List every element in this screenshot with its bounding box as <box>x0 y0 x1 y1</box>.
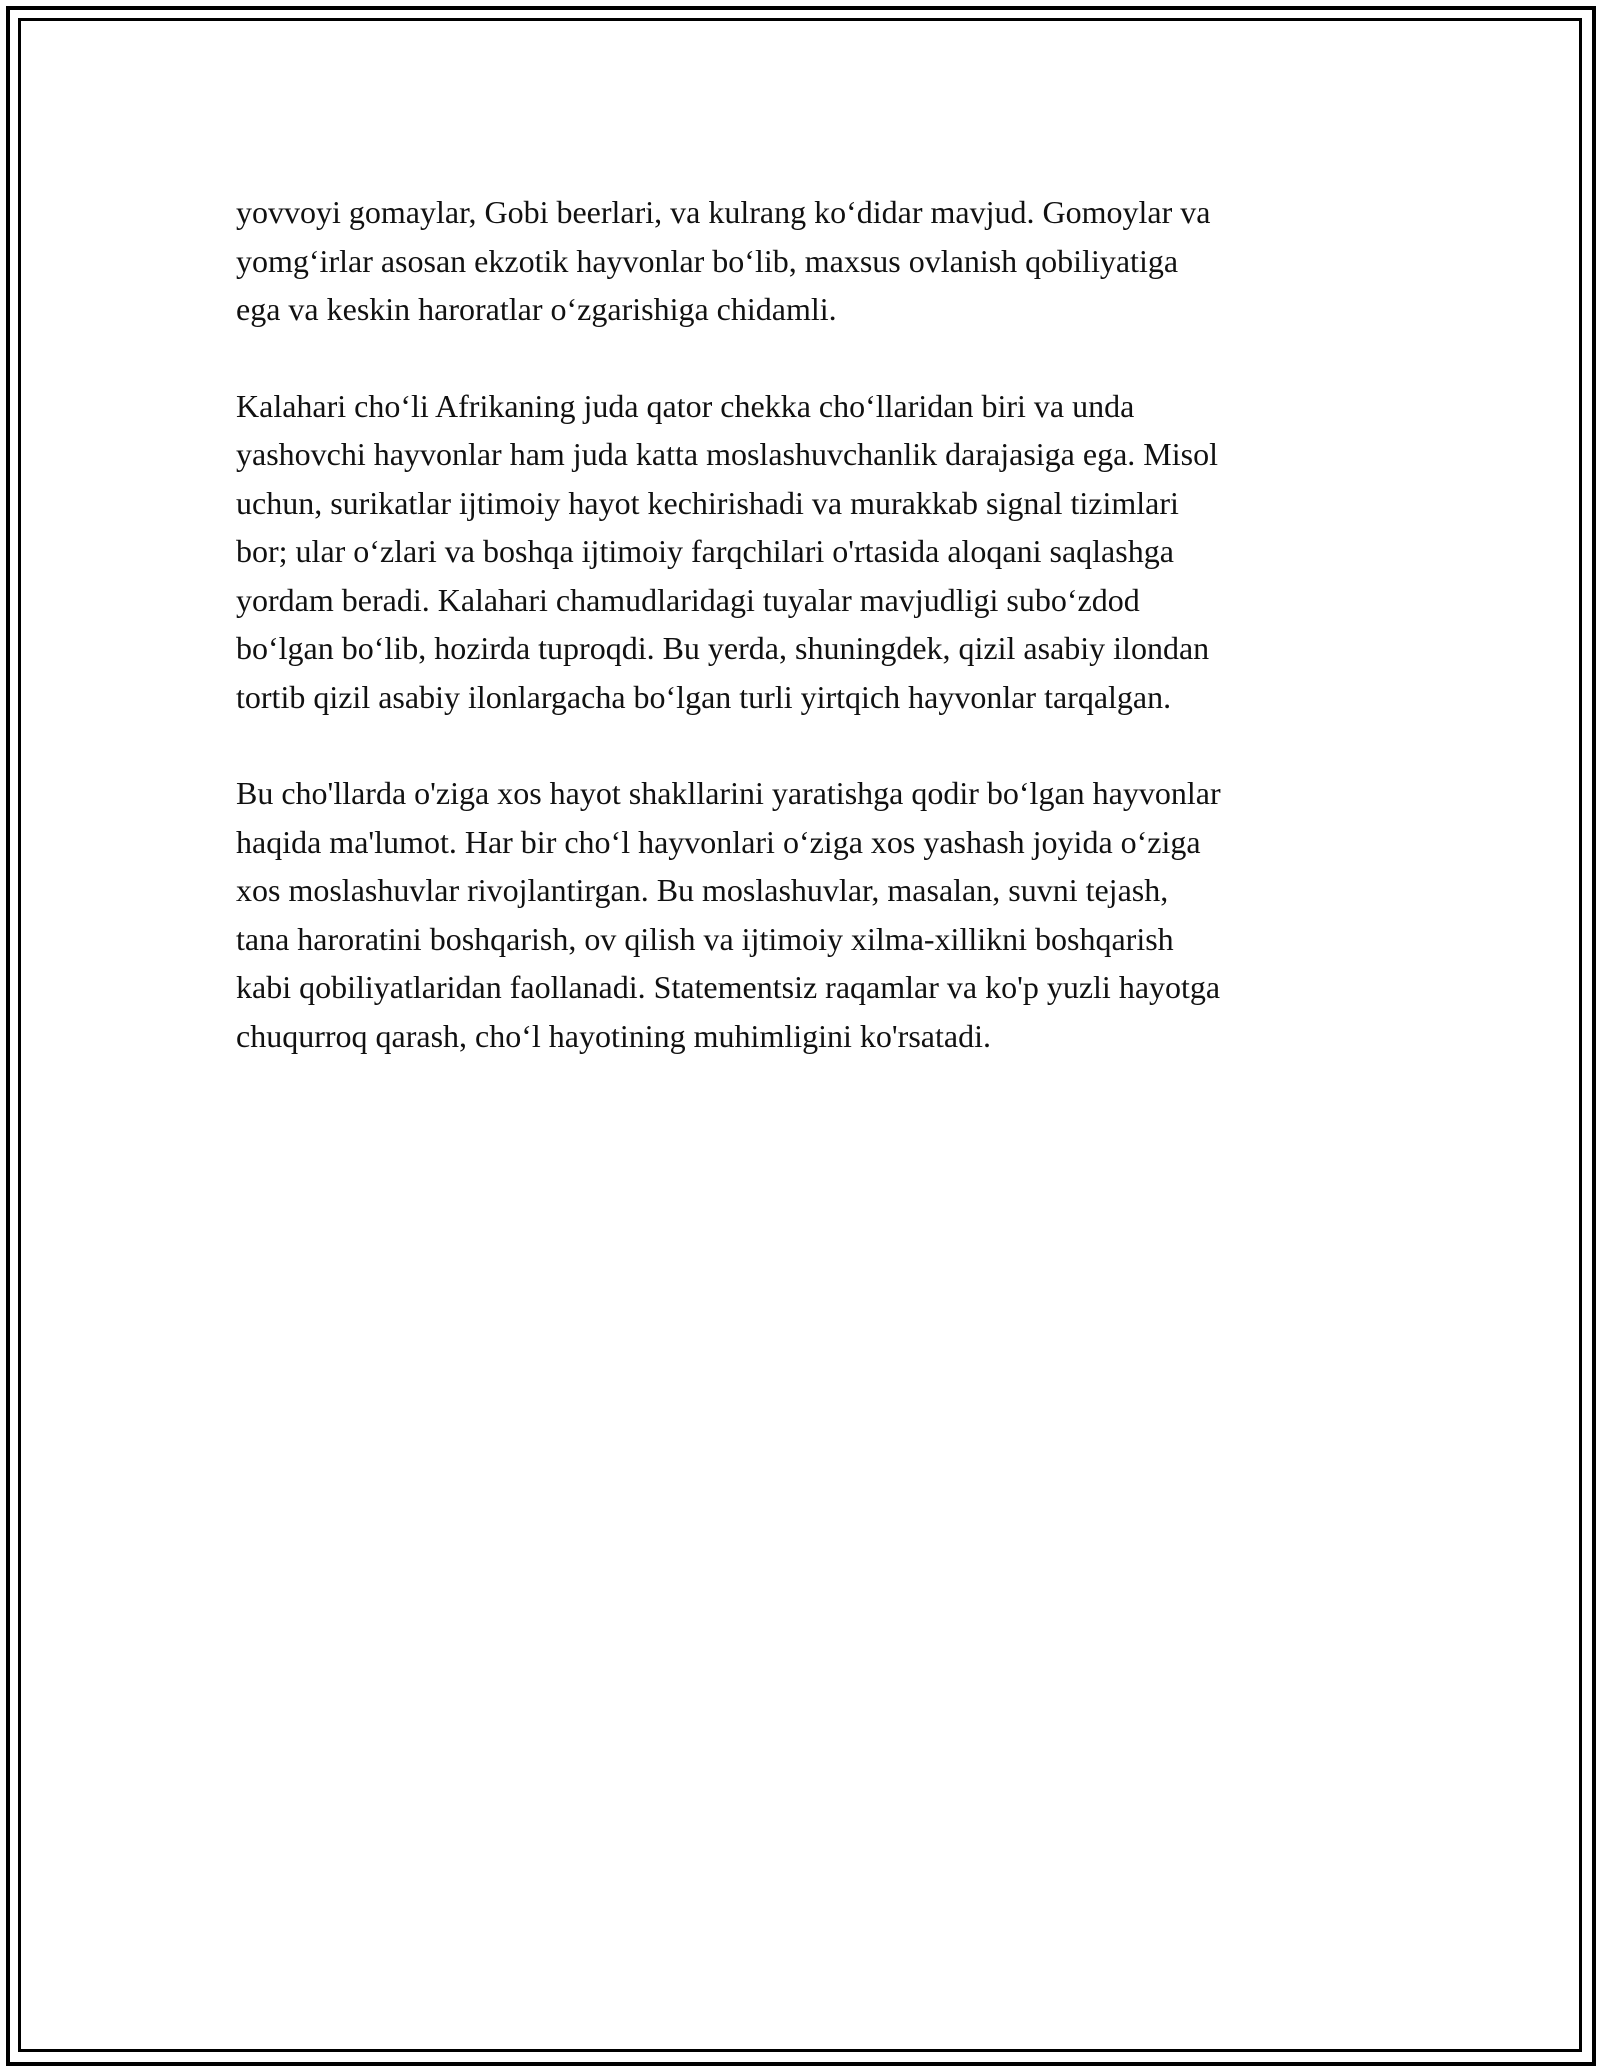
document-body <box>236 188 1386 1108</box>
paragraph-2: Kalahari cho‘li Afrikaning juda qator chekka cho‘llaridan biri va unda yashovchi hayvonlar ham juda katta moslashuvchanlik darajasiga ega. Misol uchun, surikatlar ijtimoiy hayot kechirishadi va murakkab signal tizimlari bor; ular o‘zlari va boshqa ijtimoiy farqchilari o'rtasida aloqani saqlashga yordam beradi. Kalahari chamudlaridagi tuyalar mavjudligi subo‘zdod bo‘lgan bo‘lib, hozirda tuproqdi. Bu yerda, shuningdek, qizil asabiy ilondan tortib qizil asabiy ilonlargacha bo‘lgan turli yirtqich hayvonlar tarqalgan. <box>236 387 1218 715</box>
paragraph-1: yovvoyi gomaylar, Gobi beerlari, va kulrang ko‘didar mavjud. Gomoylar va yomg‘irlar asosan ekzotik hayvonlar bo‘lib, maxsus ovlanish qobiliyatiga ega va keskin haroratlar o‘zgarishiga chidamli. <box>236 194 1211 327</box>
paragraph-3: Bu cho'llarda o'ziga xos hayot shakllarini yaratishga qodir bo‘lgan hayvonlar haqida ma'lumot. Har bir cho‘l hayvonlari o‘ziga xos yashash joyida o‘ziga xos moslashuvlar rivojlantirgan. Bu moslashuvlar, masalan, suvni tejash, tana haroratini boshqarish, ov qilish va ijtimoiy xilma-xillikni boshqarish kabi qobiliyatlaridan faollanadi. Statementsiz raqamlar va ko'p yuzli hayotga chuqurroq qarash, cho‘l hayotining muhimligini ko'rsatadi. <box>236 775 1221 1054</box>
